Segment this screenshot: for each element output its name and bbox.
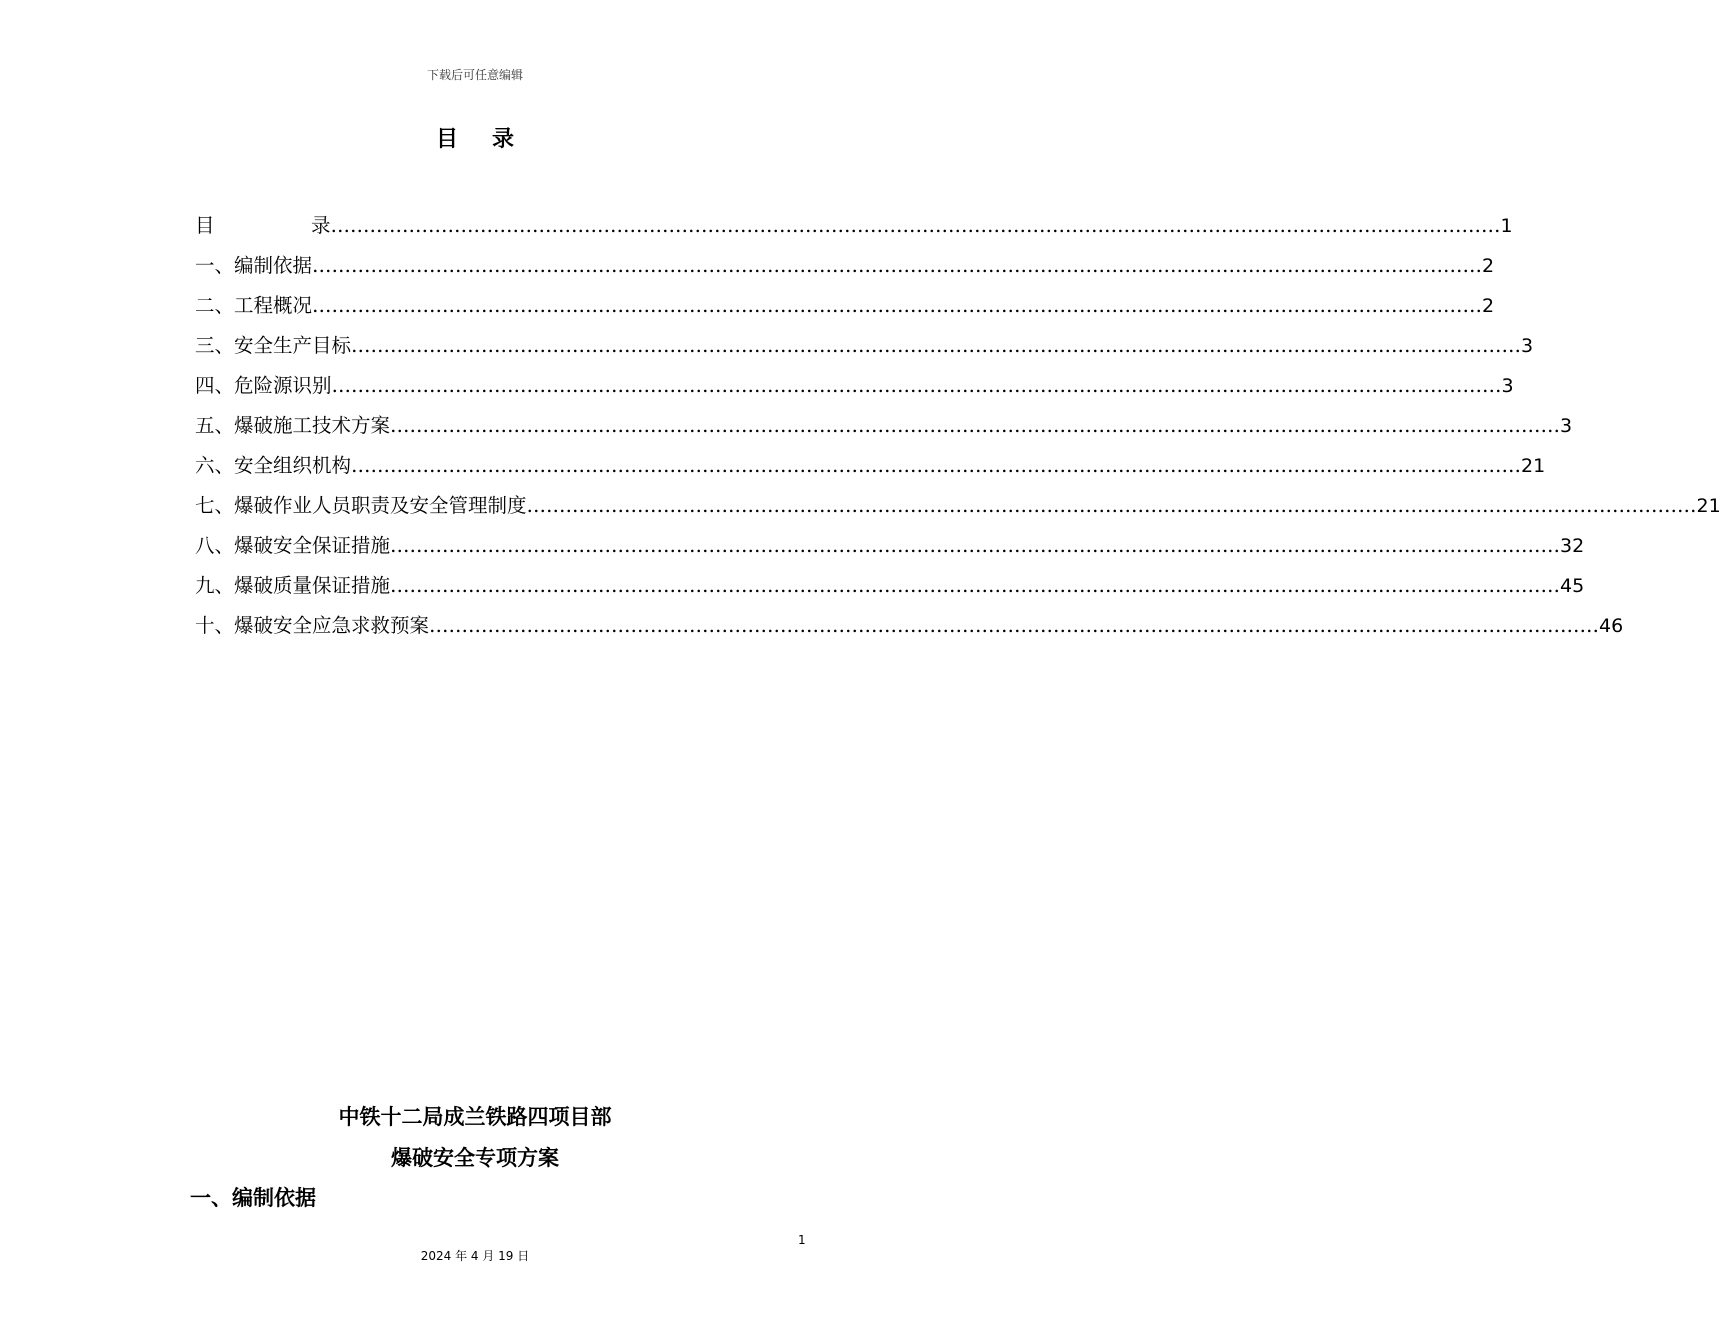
document-title-line-2: 爆破安全专项方案 [391, 1146, 559, 1170]
toc-entry[interactable] [195, 290, 1495, 330]
table-of-contents [195, 210, 1721, 650]
toc-entry-page: 45 [1560, 575, 1585, 597]
toc-title [0, 122, 950, 153]
toc-entry-page: 2 [1482, 295, 1495, 317]
toc-leader-dots: ……………………………………………………………………………………………………………………………………………………………… [330, 214, 1501, 237]
toc-entry-page: 1 [1500, 215, 1513, 237]
toc-entry-page: 2 [1482, 255, 1495, 277]
toc-entry-label: 十、爆破安全应急求救预案 [195, 614, 430, 637]
toc-entry-label: 九、爆破质量保证措施 [195, 574, 391, 597]
toc-entry-label: 四、危险源识别 [195, 374, 332, 397]
toc-entry-label-2: 录 [311, 214, 331, 237]
toc-leader-dots: ……………………………………………………………………………………………………………………………………………………………… [390, 534, 1561, 557]
toc-entry-label: 一、编制依据 [195, 254, 313, 277]
document-title-line-1: 中铁十二局成兰铁路四项目部 [338, 1105, 612, 1129]
toc-entry[interactable] [195, 450, 1546, 490]
toc-entry[interactable] [195, 250, 1495, 290]
toc-leader-dots: ……………………………………………………………………………………………………………………………………………………………… [429, 614, 1600, 637]
toc-entry[interactable] [195, 610, 1624, 650]
toc-leader-dots: ……………………………………………………………………………………………………………………………………………………………… [351, 454, 1522, 477]
toc-leader-dots: ……………………………………………………………………………………………………………………………………………………………… [390, 414, 1561, 437]
toc-leader-dots: ……………………………………………………………………………………………………………………………………………………………… [312, 254, 1483, 277]
toc-entry-label: 七、爆破作业人员职责及安全管理制度 [195, 494, 527, 517]
toc-entry-page: 21 [1521, 455, 1546, 477]
section-heading: 一、编制依据 [190, 1186, 316, 1210]
toc-entry-page: 32 [1560, 535, 1585, 557]
toc-leader-dots: ……………………………………………………………………………………………………………………………………………………………… [312, 294, 1483, 317]
toc-entry-page: 21 [1696, 495, 1721, 517]
toc-entry[interactable] [195, 570, 1585, 610]
toc-entry[interactable] [195, 330, 1534, 370]
header-note: 下载后可任意编辑 [426, 68, 523, 82]
toc-entry-label: 二、工程概况 [195, 294, 313, 317]
toc-entry-page: 3 [1501, 375, 1514, 397]
toc-entry-page: 46 [1599, 615, 1624, 637]
toc-entry[interactable] [195, 490, 1721, 530]
toc-entry-label: 六、安全组织机构 [195, 454, 352, 477]
page-number: 1 [798, 1233, 806, 1247]
toc-title-right: 录 [492, 127, 515, 152]
toc-entry[interactable] [195, 210, 1513, 250]
toc-entry-label: 三、安全生产目标 [195, 334, 352, 357]
toc-entry-label: 八、爆破安全保证措施 [195, 534, 391, 557]
toc-entry[interactable] [195, 370, 1514, 410]
toc-leader-dots: ……………………………………………………………………………………………………………………………………………………………… [390, 574, 1561, 597]
toc-entry[interactable] [195, 530, 1585, 570]
toc-entry-label: 五、爆破施工技术方案 [195, 414, 391, 437]
toc-entry-page: 3 [1560, 415, 1573, 437]
toc-leader-dots: ……………………………………………………………………………………………………………………………………………………………… [331, 374, 1502, 397]
toc-leader-dots: ……………………………………………………………………………………………………………………………………………………………… [526, 494, 1697, 517]
toc-leader-dots: ……………………………………………………………………………………………………………………………………………………………… [351, 334, 1522, 357]
toc-entry-label: 目 [195, 214, 215, 237]
footer-date: 2024 年 4 月 19 日 [420, 1249, 530, 1263]
toc-entry[interactable] [195, 410, 1573, 450]
toc-entry-page: 3 [1521, 335, 1534, 357]
toc-title-left: 目 [435, 127, 458, 152]
